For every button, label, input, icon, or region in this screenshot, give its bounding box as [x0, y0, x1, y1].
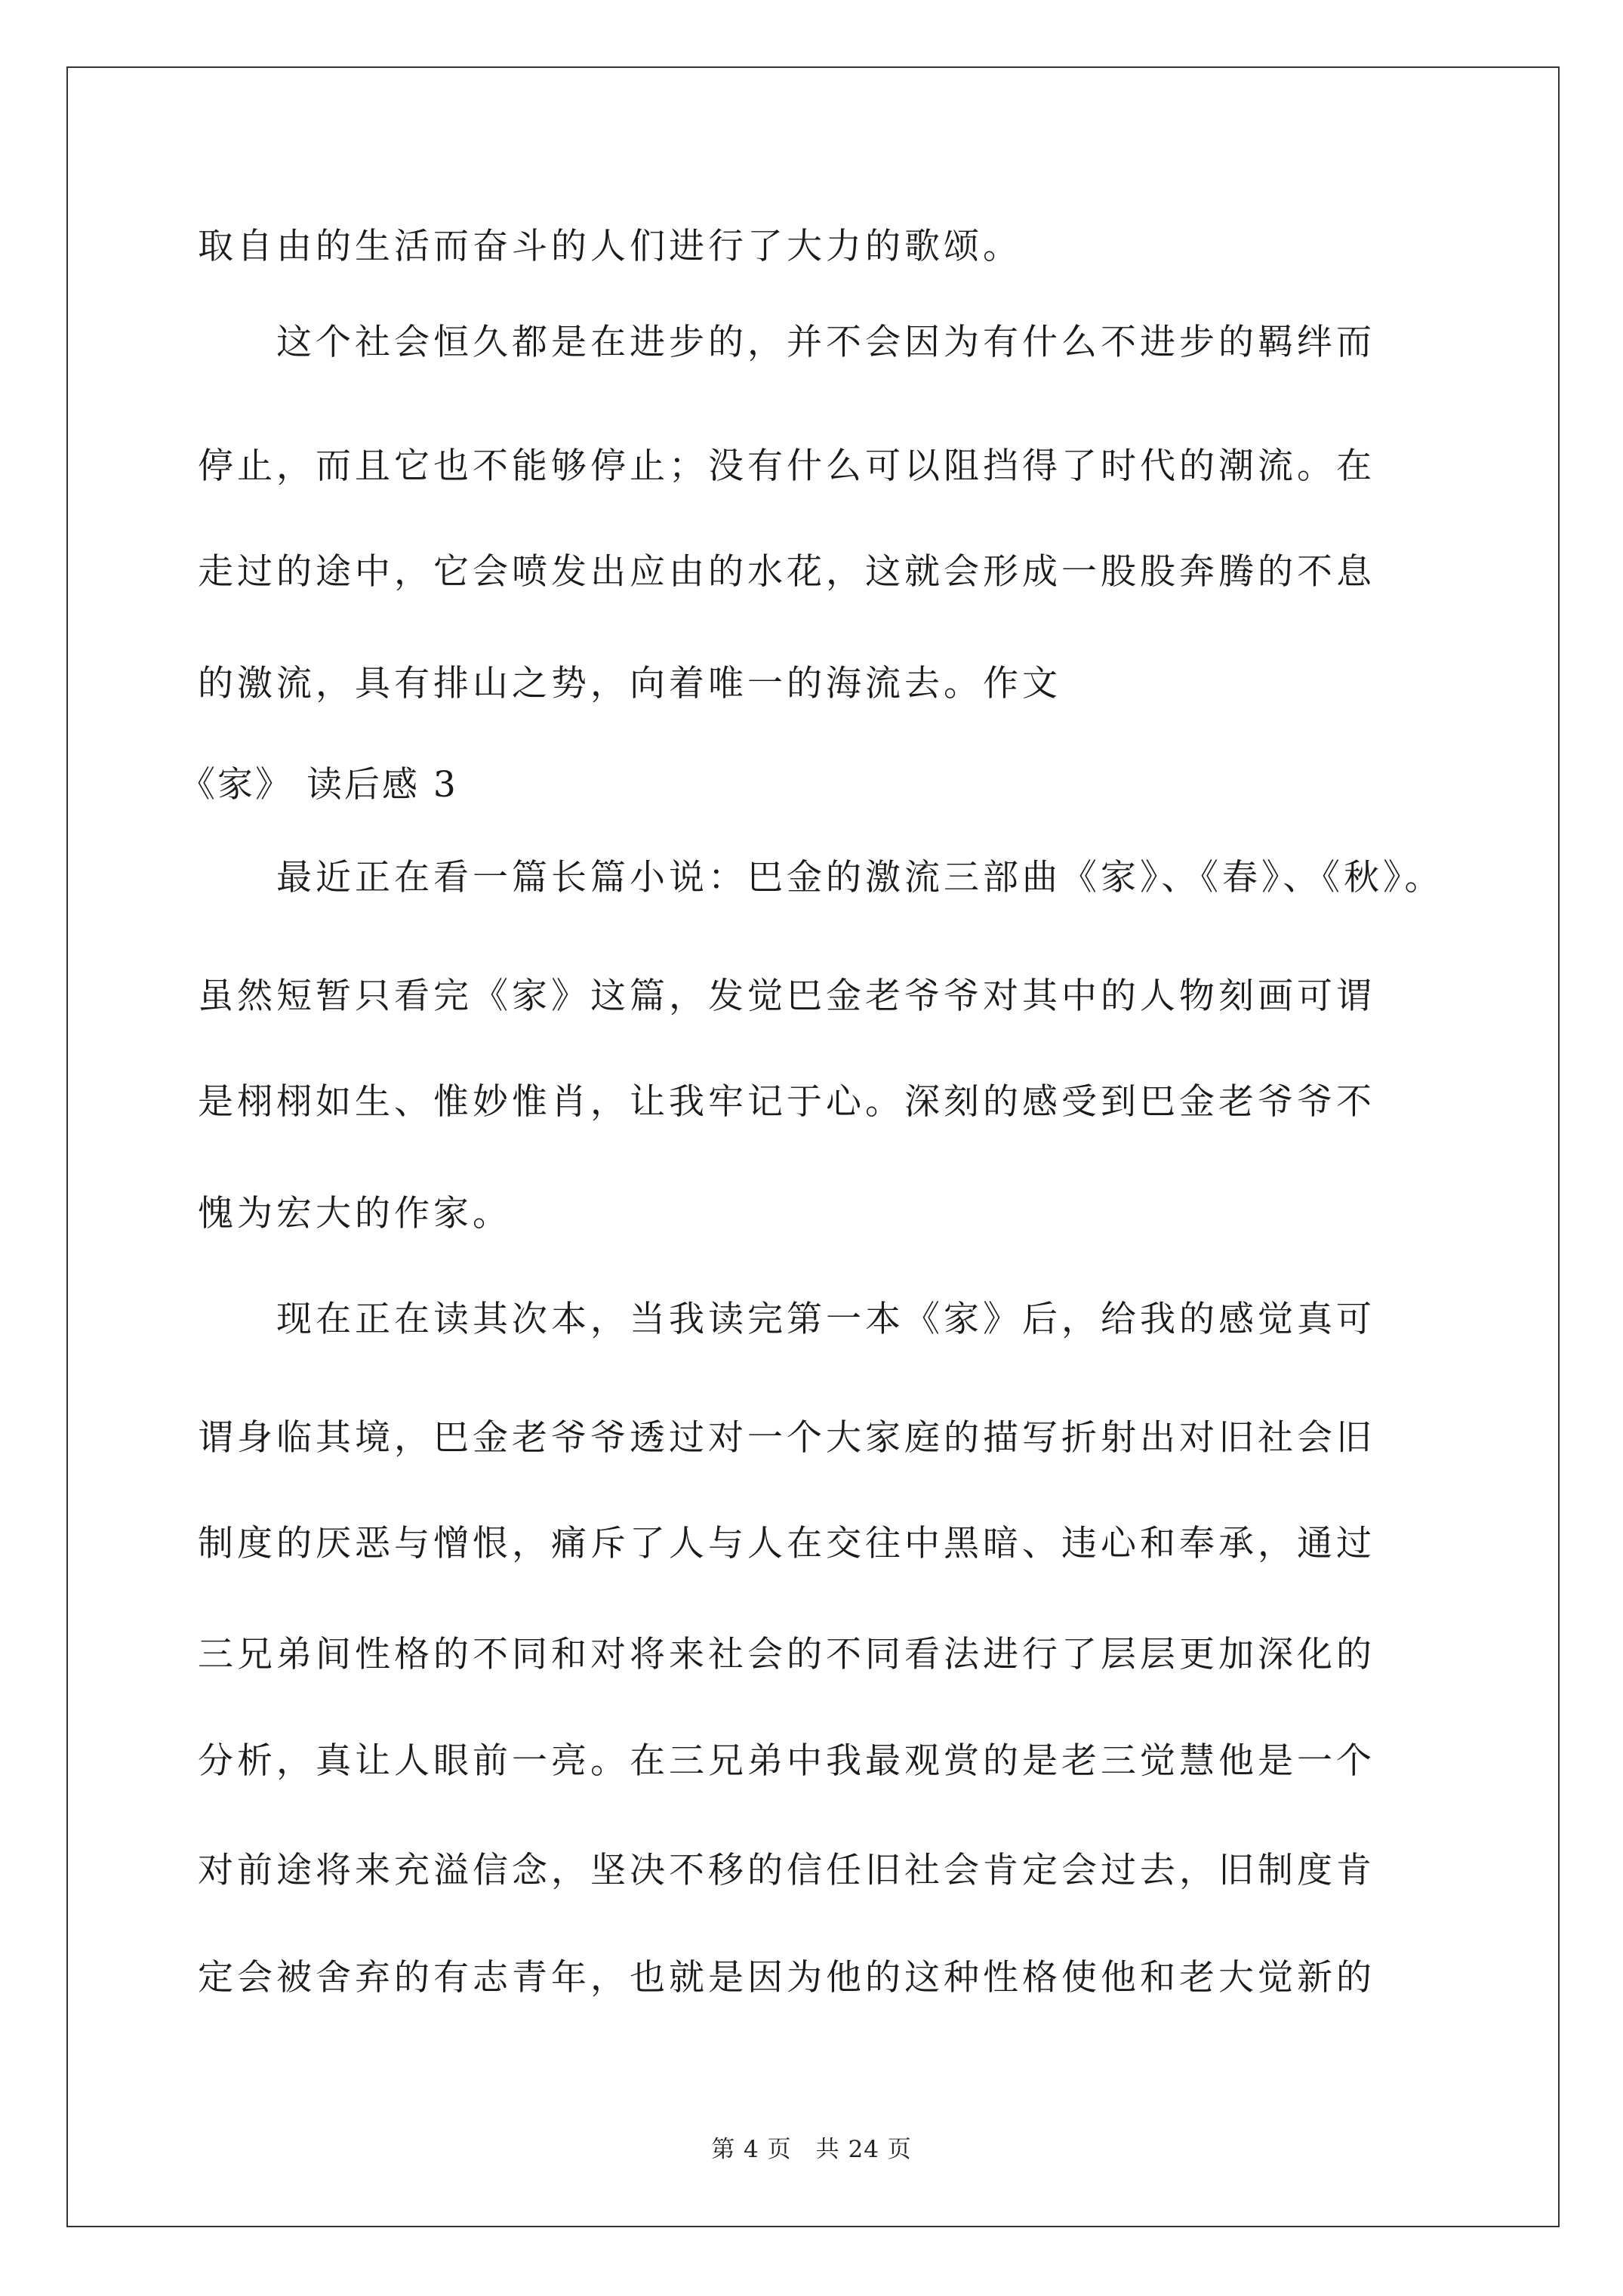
page-number-footer: 第 4 页 共 24 页	[711, 2136, 912, 2163]
section-heading: 《家》 读后感 3	[180, 764, 458, 806]
paragraph-line: 虽然短暂只看完《家》这篇，发觉巴金老爷爷对其中的人物刻画可谓	[198, 975, 1375, 1017]
paragraph-line: 对前途将来充溢信念，坚决不移的信任旧社会肯定会过去，旧制度肯	[198, 1850, 1375, 1891]
page-frame	[66, 66, 1560, 2227]
paragraph-line: 谓身临其境，巴金老爷爷透过对一个大家庭的描写折射出对旧社会旧	[198, 1417, 1375, 1459]
paragraph-line: 定会被舍弃的有志青年，也就是因为他的这种性格使他和老大觉新的	[198, 1957, 1375, 1999]
paragraph-line: 分析，真让人眼前一亮。在三兄弟中我最观赏的是老三觉慧他是一个	[198, 1740, 1375, 1782]
paragraph-line: 这个社会恒久都是在进步的，并不会因为有什么不进步的羁绊而	[198, 322, 1375, 363]
paragraph-line: 走过的途中，它会喷发出应由的水花，这就会形成一股股奔腾的不息	[198, 551, 1375, 593]
paragraph-line: 制度的厌恶与憎恨，痛斥了人与人在交往中黑暗、违心和奉承，通过	[198, 1523, 1375, 1564]
paragraph-line: 取自由的生活而奋斗的人们进行了大力的歌颂。	[198, 226, 1022, 267]
paragraph-line: 的激流，具有排山之势，向着唯一的海流去。作文	[198, 663, 1061, 704]
paragraph-line: 愧为宏大的作家。	[198, 1193, 512, 1234]
paragraph-line: 现在正在读其次本，当我读完第一本《家》后，给我的感觉真可	[198, 1299, 1375, 1340]
paragraph-line: 停止，而且它也不能够停止；没有什么可以阻挡得了时代的潮流。在	[198, 445, 1375, 487]
paragraph-line: 最近正在看一篇长篇小说：巴金的激流三部曲《家》、《春》、《秋》。	[198, 857, 1444, 898]
paragraph-line: 是栩栩如生、惟妙惟肖，让我牢记于心。深刻的感受到巴金老爷爷不	[198, 1081, 1375, 1123]
paragraph-line: 三兄弟间性格的不同和对将来社会的不同看法进行了层层更加深化的	[198, 1634, 1375, 1675]
